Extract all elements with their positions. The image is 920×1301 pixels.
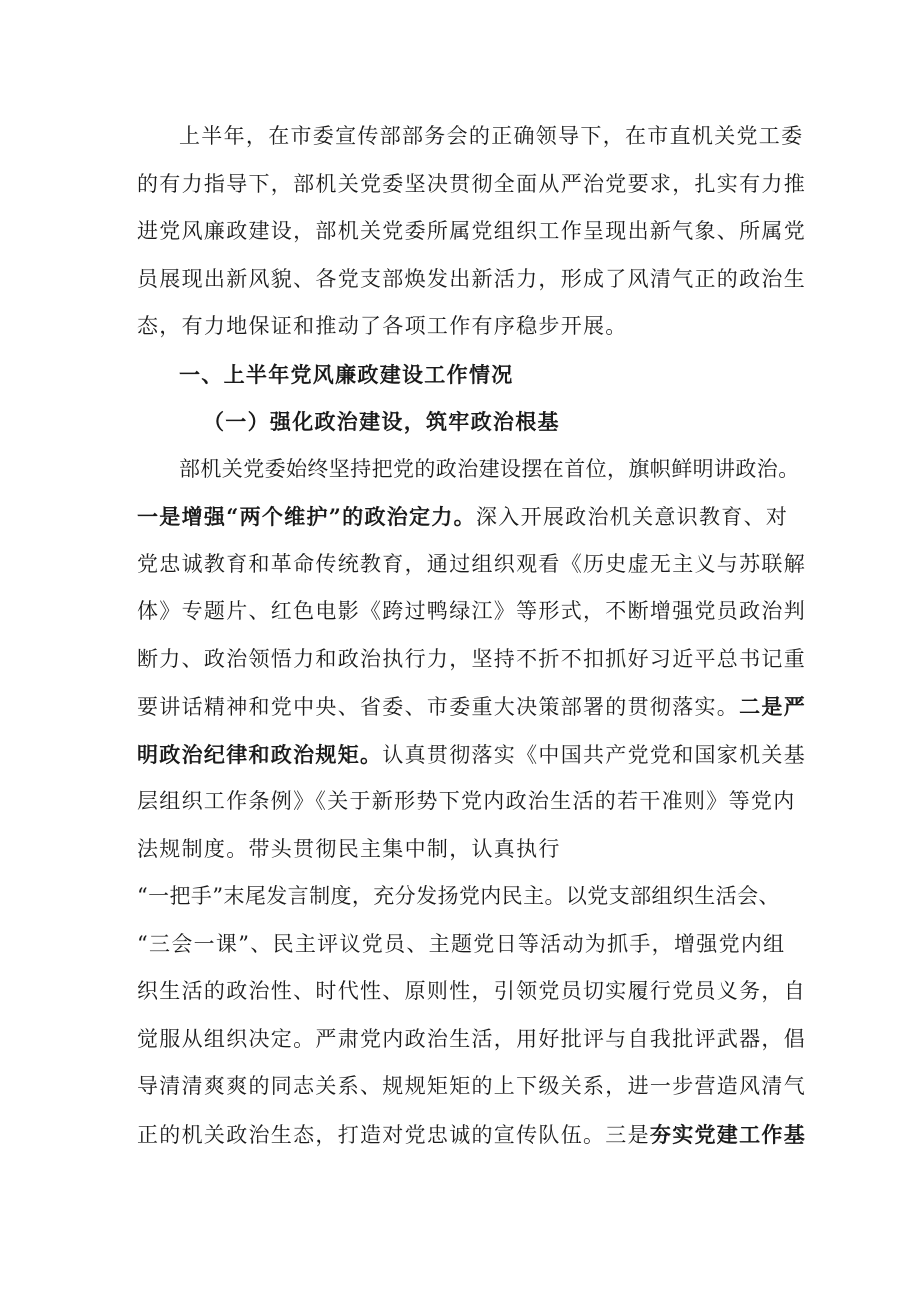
text-line: 法规制度。带头贯彻民主集中制，认真执行 bbox=[137, 836, 561, 861]
text-line: 导清清爽爽的同志关系、规规矩矩的上下级关系，进一步营造风清气 bbox=[137, 1074, 806, 1098]
text-run: 正的机关政治生态，打造对党忠诚的宣传队伍。三是 bbox=[137, 1122, 650, 1147]
text-line: 层组织工作条例》《关于新形势下党内政治生活的若干准则》等党内 bbox=[137, 789, 796, 813]
text-line: 上半年，在市委宣传部部务会的正确领导下，在市直机关党工委 bbox=[179, 124, 804, 148]
section-heading: 一、上半年党风廉政建设工作情况 bbox=[179, 361, 514, 387]
text-line: 部机关党委始终坚持把党的政治建设摆在首位，旗帜鲜明讲政治。 bbox=[179, 456, 800, 481]
text-line: “一把手”末尾发言制度，充分发扬党内民主。以党支部组织生活会、 bbox=[137, 884, 780, 908]
text-line: 党忠诚教育和革命传统教育，通过组织观看《历史虚无主义与苏联解 bbox=[137, 551, 806, 576]
text-line bbox=[137, 683, 807, 731]
document-page bbox=[137, 113, 807, 1158]
intro-paragraph bbox=[137, 113, 806, 351]
text-line: 断力、政治领悟力和政治执行力，坚持不折不扣抓好习近平总书记重 bbox=[137, 646, 806, 671]
text-run: 要讲话精神和党中央、省委、市委重大决策部署的贯彻落实。 bbox=[137, 695, 740, 719]
bold-phrase: 夯实党建工作基 bbox=[649, 1121, 807, 1147]
text-line: 的有力指导下，部机关党委坚决贯彻全面从严治党要求，扎实有力推 bbox=[137, 171, 806, 196]
text-line: 觉服从组织决定。严肃党内政治生活，用好批评与自我批评武器，倡 bbox=[137, 1026, 806, 1051]
text-line: 织生活的政治性、时代性、原则性，引领党员切实履行党员义务，自 bbox=[137, 979, 806, 1003]
text-line: “三会一课”、民主评议党员、主题党日等活动为抓手，增强党内组 bbox=[137, 931, 786, 956]
bold-phrase: 二是严 bbox=[739, 694, 807, 719]
text-line bbox=[137, 1111, 807, 1159]
text-line: 员展现出新风貌、各党支部焕发出新活力，形成了风清气正的政治生 bbox=[137, 266, 806, 291]
subsection-heading: （一）强化政治建设，筑牢政治根基 bbox=[203, 409, 560, 434]
text-run: 认真贯彻落实《中国共产党党和国家机关基 bbox=[382, 742, 807, 767]
body-paragraph bbox=[137, 446, 807, 1159]
text-line: 体》专题片、红色电影《跨过鸭绿江》等形式，不断增强党员政治判 bbox=[137, 599, 806, 623]
text-line: 态，有力地保证和推动了各项工作有序稳步开展。 bbox=[137, 314, 628, 338]
text-line bbox=[137, 731, 807, 779]
text-run: 深入开展政治机关意识教育、对 bbox=[475, 505, 789, 529]
text-line: 进党风廉政建设，部机关党委所属党组织工作呈现出新气象、所属党 bbox=[137, 219, 806, 243]
bold-phrase: 明政治纪律和政治规矩。 bbox=[137, 741, 383, 767]
bold-phrase: 一是增强“两个维护”的政治定力。 bbox=[137, 504, 476, 529]
text-line bbox=[137, 493, 789, 541]
